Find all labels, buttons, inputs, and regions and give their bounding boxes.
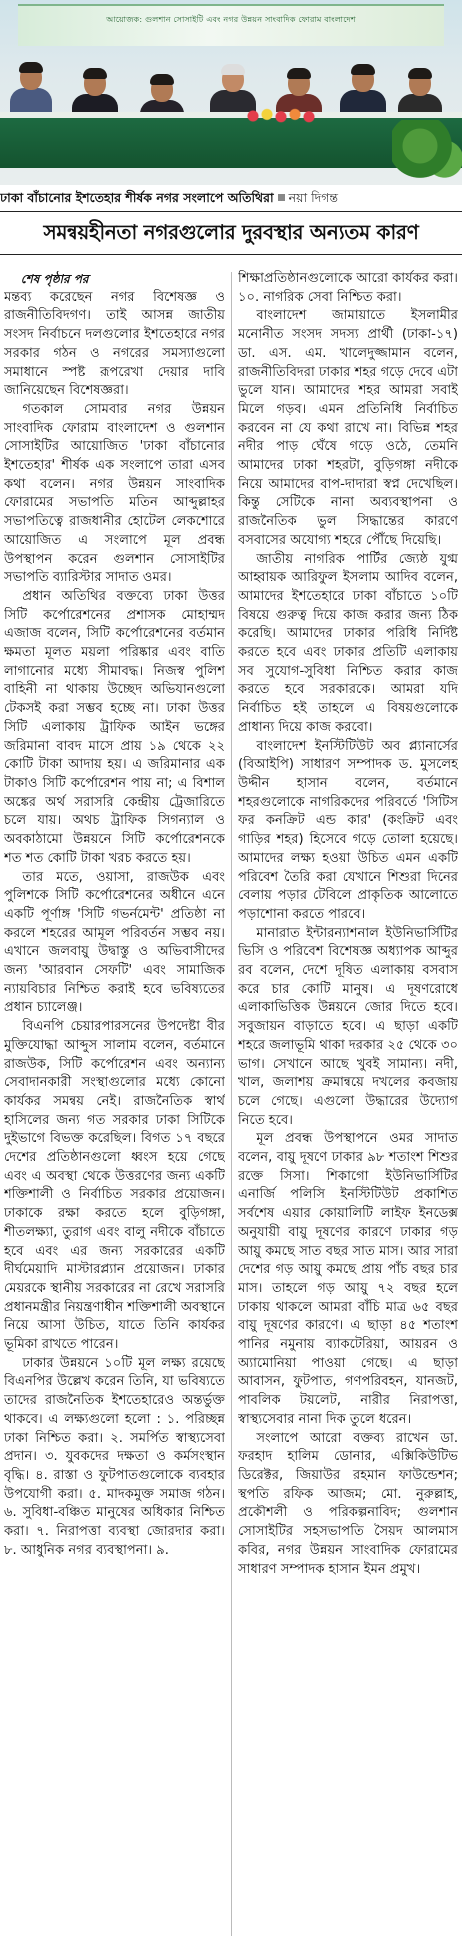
paragraph: মূল প্রবন্ধ উপস্থাপনে ওমর সাদাত বলেন, বায়ু দূষণে ঢাকার ৯৮ শতাংশ শিশুর রক্তে সিসা। শিকাগো ইউনিভার্সিটির এনার্জি পলিসি ইনস্টিটিউট প্রকাশিত সর্বশেষ এয়ার কোয়ালিটি লাইফ ইনডেক্স অনুযায়ী বায়ু দূষণের কারণে ঢাকার গড় আয়ু কমছে সাত বছর সাত মাস। আর সারা দেশের গড় আয়ু কমছে প্রায় পাঁচ বছর চার মাস। তাহলে গড় আয়ু ৭২ বছর হলে ঢাকায় থাকলে আমরা বাঁচি মাত্র ৬৫ বছর বায়ু দূষণের কারণে। এ ছাড়া ৪৫ শতাংশ পানির নমুনায় ব্যাকটেরিয়া, আয়রন ও অ্যামোনিয়া পাওয়া গেছে। এ ছাড়া আবাসন, ফুটপাত, গণপরিবহন, যানজট, পাবলিক টয়লেট, নারীর নিরাপত্তা, স্বাস্থ্যসেবার নানা দিক তুলে ধরেন।	[238, 1131, 458, 1427]
paragraph: বাংলাদেশ ইনস্টিটিউট অব প্ল্যানার্সের (বিআইপি) সাধারণ সম্পাদক ড. মুসলেহ উদ্দীন হাসান বলেন, বর্তমানে শহরগুলোকে নাগরিকদের পরিবর্তে 'সিটিস ফর কনক্রিট এন্ড কার' (কংক্রিট এবং গাড়ির শহর) হিসেবে গড়ে তোলা হয়েছে। আমাদের লক্ষ্য হওয়া উচিত এমন একটি পরিবেশ তৈরি করা যেখানে শিশুরা দিনের বেলায় পড়ার টেবিলে প্রাকৃতিক আলোতে পড়াশোনা করতে পারবে।	[238, 738, 458, 922]
paragraph: মন্তব্য করেছেন নগর বিশেষজ্ঞ ও রাজনীতিবিদগণ। তাই আসন্ন জাতীয় সংসদ নির্বাচনে দলগুলোর ইশতেহারে নগর সরকার গঠন ও নগরের সমস্যাগুলো সমাধানে স্পষ্ট রূপরেখা দেয়ার দাবি জানিয়েছেন বিশেষজ্ঞরা।	[4, 289, 225, 399]
caption-text: ঢাকা বাঁচানোর ইশতেহার শীর্ষক নগর সংলাপে অতিথিরা	[0, 190, 274, 205]
paragraph: সংলাপে আরো বক্তব্য রাখেন ডা. ফরহাদ হালিম ডোনার, এক্সিকিউটিভ ডিরেক্টর, জিয়াউর রহমান ফাউন্ডেশন; স্থপতি রফিক আজম; মো. নুরুল্লাহ, প্রকৌশলী ও পরিকল্পনাবিদ; গুলশান সোসাইটির সহসভাপতি সৈয়দ আলমাস কবির, নগর উন্নয়ন সাংবাদিক ফোরামের সাধারণ সম্পাদক হাসান ইমন প্রমুখ।	[238, 1430, 458, 1577]
column-divider	[231, 272, 232, 1936]
paragraph: মানারাত ইন্টারন্যাশনাল ইউনিভার্সিটির ভিসি ও পরিবেশ বিশেষজ্ঞ অধ্যাপক আব্দুর রব বলেন, দেশে দূষিত এলাকায় বসবাস করে চার কোটি মানুষ। এ দূষণরোধে এলাকাভিত্তিক উন্নয়নে জোর দিতে হবে। সবুজায়ন বাড়াতে হবে। এ ছাড়া একটি শহরে জলাভূমি থাকা দরকার ২৫ থেকে ৩০ ভাগ। সেখানে আছে খুবই সামান্য। নদী, খাল, জলাশয় ক্রমান্বয়ে দখলের কবজায় চলে গেছে। এগুলো উদ্ধারের উদ্যোগ নিতে হবে।	[238, 925, 458, 1128]
flower-bouquet	[246, 108, 316, 124]
paragraph: তার মতে, ওয়াসা, রাজউক এবং পুলিশকে সিটি কর্পোরেশনের অধীনে এনে একটি পূর্ণাঙ্গ 'সিটি গভর্নমেন্ট' প্রতিষ্ঠা না করলে শহরের আমূল পরিবর্তন সম্ভব নয়। এখানে জলবায়ু উদ্বাস্তু ও অভিবাসীদের জন্য 'আরবান সেফটি' এবং সামাজিক ন্যায়বিচার নিশ্চিত করাই হবে ভবিষ্যতের প্রধান চ্যালেঞ্জ।	[4, 869, 225, 1016]
paragraph: গতকাল সোমবার নগর উন্নয়ন সাংবাদিক ফোরাম বাংলাদেশ ও গুলশান সোসাইটির আয়োজিত 'ঢাকা বাঁচানোর ইশতেহার' শীর্ষক এক সংলাপে তারা এসব কথা বলেন। নগর উন্নয়ন সাংবাদিক ফোরামের সভাপতি মতিন আব্দুল্লাহর সভাপতিত্বে রাজধানীর হোটেল লেকশোরে আয়োজিত এ সংলাপে মূল প্রবন্ধ উপস্থাপন করেন গুলশান সোসাইটির সভাপতি ব্যারিস্টার সাদাত ওমর।	[4, 401, 225, 586]
headline: সমন্বয়হীনতা নগরগুলোর দুরবস্থার অন্যতম কারণ	[43, 220, 419, 244]
square-bullet-icon	[278, 194, 285, 201]
paragraph: প্রধান অতিথির বক্তব্যে ঢাকা উত্তর সিটি কর্পোরেশনের প্রশাসক মোহাম্মদ এজাজ বলেন, সিটি কর্পোরেশনের বর্তমান ক্ষমতা মূলত ময়লা পরিষ্কার এবং বাতি লাগানোর মধ্যে সীমাবদ্ধ। নিজস্ব পুলিশ বাহিনী না থাকায় উচ্ছেদ অভিযানগুলো টেকসই করা সম্ভব হচ্ছে না। ঢাকা উত্তর সিটি এলাকায় ট্রাফিক আইন ভঙ্গের জরিমানা বাবদ মাসে প্রায় ১৯ থেকে ২২ কোটি টাকা আদায় হয়। এ জরিমানার এক টাকাও সিটি কর্পোরেশন পায় না; এ বিশাল অঙ্কের অর্থ সরাসরি কেন্দ্রীয় ট্রেজারিতে চলে যায়। অথচ ট্রাফিক সিগন্যাল ও অবকাঠামো উন্নয়নে সিটি কর্পোরেশনকে শত শত কোটি টাকা খরচ করতে হয়।	[4, 588, 225, 866]
caption-source: নয়া দিগন্ত	[288, 190, 339, 205]
event-photo	[0, 0, 462, 185]
photo-caption	[0, 190, 462, 210]
paragraph: জাতীয় নাগরিক পার্টির জ্যেষ্ঠ যুগ্ম আহ্বায়ক আরিফুল ইসলাম আদিব বলেন, আমাদের ইশতেহারে ঢাকা বাঁচাতে ১০টি বিষয়ে গুরুত্ব দিয়ে কাজ করার জন্য ঠিক করেছি। আমাদের ঢাকার পরিধি নির্দিষ্ট করতে হবে এবং ঢাকার প্রতিটি এলাকায় সব সুযোগ-সুবিধা নিশ্চিত করার কাজ করতে হবে সরকারকে। আমরা যদি নির্বাচিত হই তাহলে এ বিষয়গুলোকে প্রাধান্য দিয়ে কাজ করবো।	[238, 551, 458, 735]
paragraph: বিএনপি চেয়ারপারসনের উপদেষ্টা বীর মুক্তিযোদ্ধা আব্দুস সালাম বলেন, বর্তমানে রাজউক, সিটি কর্পোরেশন এবং অন্যান্য সেবাদানকারী সংস্থাগুলোর মধ্যে কোনো কার্যকর সমন্বয় নেই। রাজনৈতিক স্বার্থ হাসিলের জন্য গত সরকার ঢাকা সিটিকে দুইভাগে বিভক্ত করেছিল। বিগত ১৭ বছরে দেশের প্রতিষ্ঠানগুলো ধ্বংস হয়ে গেছে এবং এ অবস্থা থেকে উত্তরণের জন্য একটি শক্তিশালী ও নির্বাচিত সরকার প্রয়োজন। ঢাকাকে রক্ষা করতে হলে বুড়িগঙ্গা, শীতলক্ষ্যা, তুরাগ এবং বালু নদীকে বাঁচাতে হবে এবং এর জন্য সরকারের একটি দীর্ঘমেয়াদি মাস্টারপ্ল্যান প্রয়োজন। ঢাকার মেয়রকে স্থানীয় সরকারের না রেখে সরাসরি প্রধানমন্ত্রীর নিয়ন্ত্রণাধীন শক্তিশালী অবস্থানে নিয়ে আসা উচিত, যাতে তিনি কার্যকর ভূমিকা রাখতে পারেন।	[4, 1019, 225, 1353]
banner-text: আয়োজক: গুলশান সোসাইটি এবং নগর উন্নয়ন সাংবাদিক ফোরাম বাংলাদেশ	[106, 15, 356, 24]
article-column-left	[4, 270, 225, 1938]
kicker: শেষ পৃষ্ঠার পর	[20, 272, 89, 286]
stage-banner	[18, 4, 444, 46]
divider	[0, 254, 462, 255]
paragraph: ঢাকার উন্নয়নে ১০টি মূল লক্ষ্য রয়েছে বিএনপির উল্লেখ করেন তিনি, যা ভবিষ্যতে তাদের রাজনৈতিক ইশতেহারেও অন্তর্ভুক্ত থাকবে। এ লক্ষ্যগুলো হলো : ১. পরিচ্ছন্ন ঢাকা নিশ্চিত করা। ২. সমর্পিত স্বাস্থ্যসেবা প্রদান। ৩. যুবকদের দক্ষতা ও কর্মসংস্থান বৃদ্ধি। ৪. রাস্তা ও ফুটপাতগুলোকে ব্যবহার উপযোগী করা। ৫. মাদকমুক্ত সমাজ গঠন। ৬. সুবিধা-বঞ্চিত মানুষের অধিকার নিশ্চিত করা। ৭. নিরাপত্তা ব্যবস্থা জোরদার করা। ৮. আধুনিক নগর ব্যবস্থাপনা। ৯.	[4, 1355, 225, 1558]
divider	[0, 211, 462, 212]
paragraph: বাংলাদেশ জামায়াতে ইসলামীর মনোনীত সংসদ সদস্য প্রার্থী (ঢাকা-১৭) ডা. এস. এম. খালেদুজ্জামান বলেন, রাজনীতিবিদরা ঢাকার শহর গড়ে দেবে এটা ভুলে যান। আমাদের শহর আমরা সবাই মিলে গড়ব। এমন প্রতিনিধি নির্বাচিত করবেন না যে কথা রাখে না। বিভিন্ন শহর নদীর পাড় ঘেঁষে গড়ে ওঠে, তেমনি আমাদের ঢাকা শহরটা, বুড়িগঙ্গা নদীকে নিয়ে আমাদের বাপ-দাদারা স্বপ্ন দেখেছিল। কিন্তু সেটিকে নানা অব্যবস্থাপনা ও রাজনৈতিক ভুল সিদ্ধান্তের কারণে বসবাসের অযোগ্য শহরে পৌঁছে দিয়েছি।	[238, 308, 458, 548]
plant	[392, 120, 462, 185]
paragraph: শিক্ষাপ্রতিষ্ঠানগুলোকে আরো কার্যকর করা। ১০. নাগরিক সেবা নিশ্চিত করা।	[238, 271, 458, 305]
article-column-right	[238, 270, 458, 1938]
